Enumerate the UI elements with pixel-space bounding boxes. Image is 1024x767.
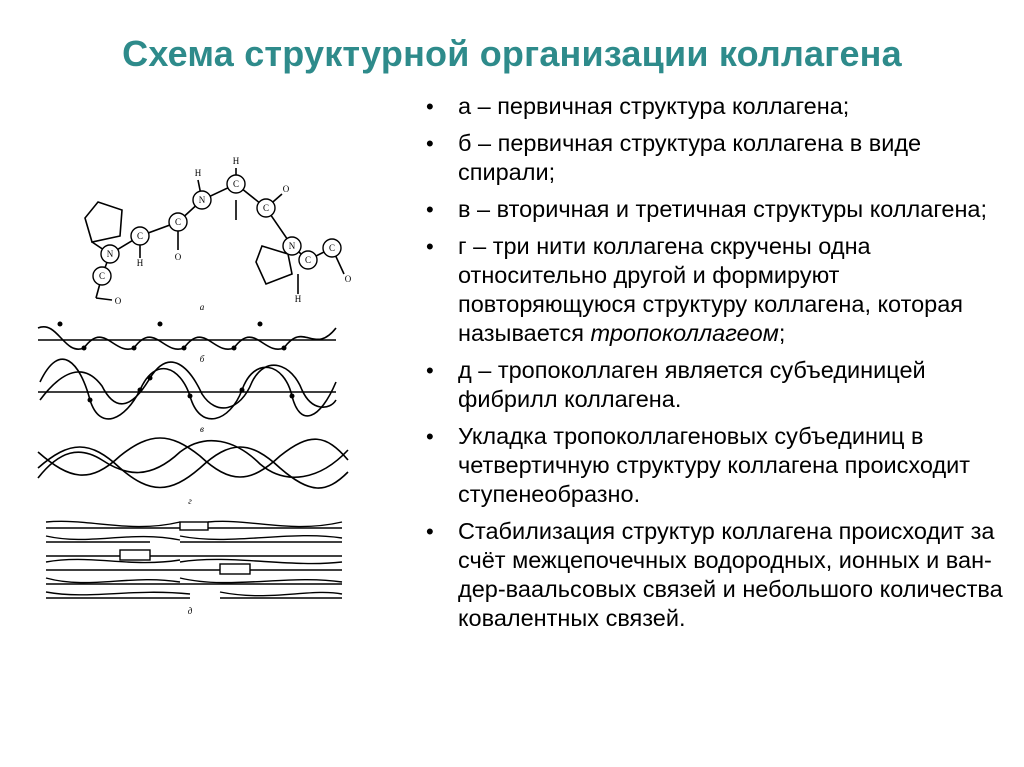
collagen-structure-diagram [30, 150, 370, 620]
bullet-item: • Стабилизация структур коллагена происходит за счёт межцепочечных водородных, ионных и ван-дер-ваальсовых связей и небольшого количества ковалентных связей. [426, 518, 1003, 631]
atom-h: H [136, 258, 144, 268]
atom-c: C [136, 231, 144, 241]
bullet-item: • г – три нити коллагена скручены одна относительно другой и формируют повторяющуюся структуру коллагена, которая называется тропоколлагеом; [426, 233, 964, 346]
atom-o: O [344, 274, 352, 284]
bullet-item: • а – первичная структура коллагена; [426, 93, 850, 119]
atom-c: C [232, 179, 240, 189]
bullet-item: • д – тропоколлаген является субъединицей фибрилл коллагена. [426, 357, 926, 412]
atom-c: C [304, 255, 312, 265]
panel-e-fibril [46, 521, 342, 598]
atom-h: H [294, 294, 302, 304]
atom-h: H [232, 156, 240, 166]
atom-c: C [98, 271, 106, 281]
atom-o: O [174, 252, 182, 262]
atom-h: H [194, 168, 202, 178]
panel-d-triple-helix [38, 438, 348, 488]
panel-b-helix [38, 327, 336, 349]
panel-c-secondary-tertiary [38, 359, 336, 419]
panel-label-e: д [187, 606, 193, 616]
bullet-item: • б – первичная структура коллагена в виде спирали; [426, 130, 922, 185]
atom-n: N [106, 249, 114, 259]
panel-label-b: б [199, 354, 205, 364]
atom-o: O [114, 296, 122, 306]
atom-c: C [174, 217, 182, 227]
atom-c: C [262, 203, 270, 213]
panel-label-c: в [200, 424, 204, 434]
atom-o: O [282, 184, 290, 194]
panel-label-d: г [188, 496, 192, 506]
atom-c: C [328, 243, 336, 253]
slide-title: Схема структурной организации коллагена [122, 33, 902, 74]
bullet-item: • в – вторичная и третичная структуры коллагена; [426, 196, 988, 222]
panel-a-primary-structure [85, 168, 344, 300]
atom-n: N [198, 195, 206, 205]
bullet-item: • Укладка тропоколлагеновых субъединиц в четвертичную структуру коллагена происходит ступенеобразно. [426, 423, 971, 507]
panel-label-a: а [199, 302, 205, 312]
italic-term: тропоколлагеом [590, 320, 779, 346]
bullet-list [418, 92, 1013, 641]
atom-n: N [288, 241, 296, 251]
